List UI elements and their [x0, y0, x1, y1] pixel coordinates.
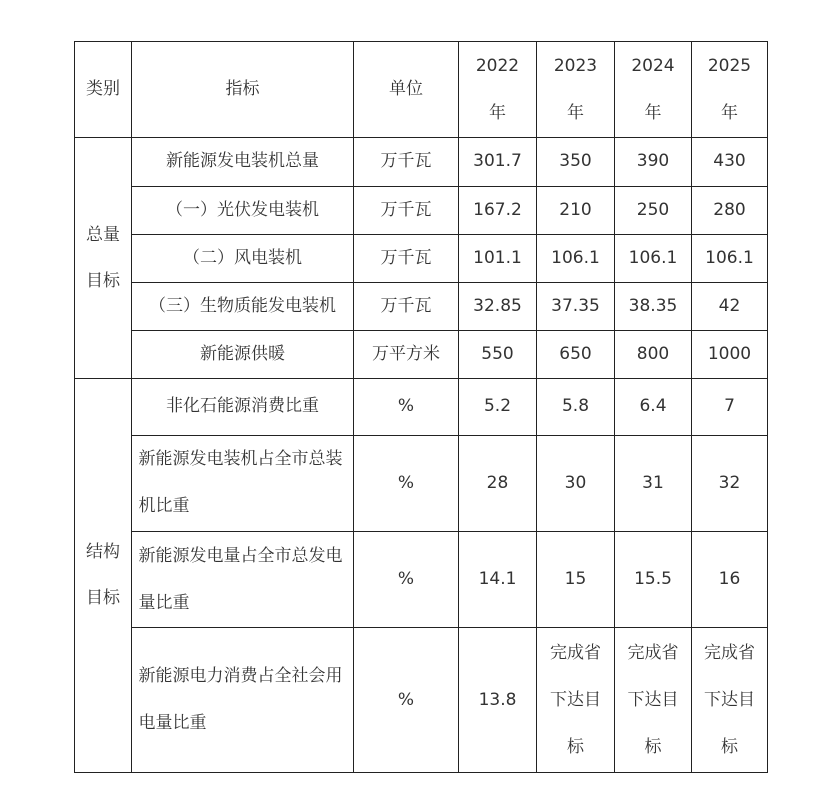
value-cell: 14.1 — [459, 531, 537, 627]
value-cell: 16 — [692, 531, 768, 627]
header-year: 2024年 — [615, 42, 692, 138]
value-cell: 250 — [615, 186, 692, 234]
category-cell: 结构目标 — [75, 379, 132, 773]
unit-cell: 万平方米 — [354, 331, 459, 379]
unit-cell: % — [354, 379, 459, 435]
header-category: 类别 — [75, 42, 132, 138]
value-cell: 37.35 — [537, 282, 615, 330]
category-cell: 总量目标 — [75, 138, 132, 379]
value-cell: 32 — [692, 435, 768, 531]
value-cell: 167.2 — [459, 186, 537, 234]
value-cell: 1000 — [692, 331, 768, 379]
unit-cell: 万千瓦 — [354, 234, 459, 282]
value-cell: 210 — [537, 186, 615, 234]
value-cell: 完成省下达目标 — [615, 628, 692, 773]
value-cell: 13.8 — [459, 628, 537, 773]
header-unit: 单位 — [354, 42, 459, 138]
value-cell: 280 — [692, 186, 768, 234]
value-cell: 38.35 — [615, 282, 692, 330]
table-row — [75, 628, 768, 773]
unit-cell: 万千瓦 — [354, 138, 459, 186]
table-row — [75, 186, 768, 234]
value-cell: 7 — [692, 379, 768, 435]
indicator-cell: （三）生物质能发电装机 — [132, 282, 354, 330]
value-cell: 106.1 — [537, 234, 615, 282]
unit-cell: 万千瓦 — [354, 186, 459, 234]
indicator-cell: 新能源供暖 — [132, 331, 354, 379]
table-row — [75, 331, 768, 379]
value-cell: 42 — [692, 282, 768, 330]
value-cell: 106.1 — [615, 234, 692, 282]
unit-cell: % — [354, 531, 459, 627]
table-row — [75, 435, 768, 531]
value-cell: 430 — [692, 138, 768, 186]
unit-cell: 万千瓦 — [354, 282, 459, 330]
indicator-cell: （二）风电装机 — [132, 234, 354, 282]
table-row — [75, 138, 768, 186]
value-cell: 550 — [459, 331, 537, 379]
value-cell: 101.1 — [459, 234, 537, 282]
table-row — [75, 379, 768, 435]
value-cell: 301.7 — [459, 138, 537, 186]
header-year: 2025年 — [692, 42, 768, 138]
value-cell: 350 — [537, 138, 615, 186]
indicator-cell: （一）光伏发电装机 — [132, 186, 354, 234]
value-cell: 完成省下达目标 — [537, 628, 615, 773]
indicator-cell: 非化石能源消费比重 — [132, 379, 354, 435]
indicator-table — [74, 41, 768, 773]
value-cell: 31 — [615, 435, 692, 531]
value-cell: 650 — [537, 331, 615, 379]
value-cell: 30 — [537, 435, 615, 531]
table-row — [75, 282, 768, 330]
value-cell: 800 — [615, 331, 692, 379]
table-row — [75, 234, 768, 282]
indicator-cell: 新能源发电装机占全市总装机比重 — [132, 435, 354, 531]
value-cell: 15 — [537, 531, 615, 627]
indicator-cell: 新能源电力消费占全社会用电量比重 — [132, 628, 354, 773]
value-cell: 6.4 — [615, 379, 692, 435]
indicator-cell: 新能源发电装机总量 — [132, 138, 354, 186]
header-year: 2023年 — [537, 42, 615, 138]
header-year: 2022年 — [459, 42, 537, 138]
value-cell: 390 — [615, 138, 692, 186]
table-row — [75, 531, 768, 627]
unit-cell: % — [354, 628, 459, 773]
header-row — [75, 42, 768, 138]
value-cell: 106.1 — [692, 234, 768, 282]
value-cell: 32.85 — [459, 282, 537, 330]
unit-cell: % — [354, 435, 459, 531]
value-cell: 15.5 — [615, 531, 692, 627]
value-cell: 28 — [459, 435, 537, 531]
value-cell: 5.2 — [459, 379, 537, 435]
value-cell: 5.8 — [537, 379, 615, 435]
header-indicator: 指标 — [132, 42, 354, 138]
value-cell: 完成省下达目标 — [692, 628, 768, 773]
indicator-cell: 新能源发电量占全市总发电量比重 — [132, 531, 354, 627]
